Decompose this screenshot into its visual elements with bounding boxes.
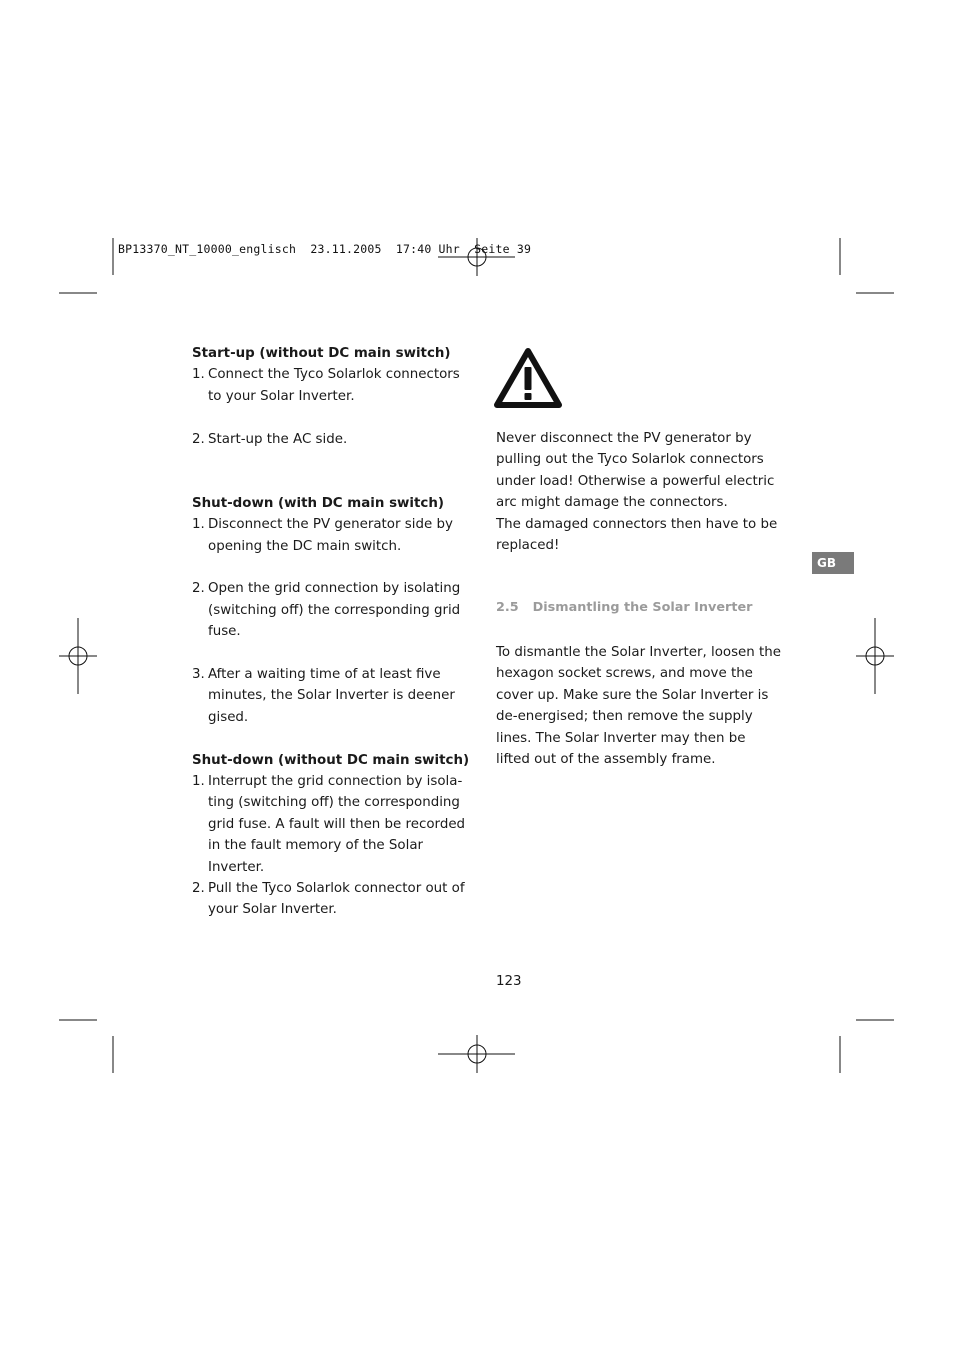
startup-steps — [192, 364, 472, 450]
language-badge: GB — [812, 552, 854, 574]
section-paragraph: To dismantle the Solar Inverter, loosen the hexagon socket screws, and move the cover up. Make sure the Solar Inverter is de-energised; then remove the supply lines. The Solar Inverter may then be lifted out of the assembly frame. — [496, 645, 782, 768]
list-item: 1. Connect the Tyco Solarlok connectors to your Solar Inverter. — [192, 367, 460, 404]
shutdown-nodc-steps — [192, 771, 472, 921]
left-column — [192, 343, 472, 921]
page-number: 123 — [496, 974, 522, 989]
list-item: 2. Start-up the AC side. — [192, 431, 348, 447]
warning-triangle-icon — [493, 347, 563, 411]
list-item: 2. Pull the Tyco Solarlok connector out of your Solar Inverter. — [192, 881, 465, 918]
section-heading — [496, 600, 752, 615]
print-slug-header: BP13370_NT_10000_englisch 23.11.2005 17:40 Uhr Seite 39 — [118, 242, 532, 256]
warning-note — [496, 428, 781, 556]
list-item: 2. Open the grid connection by isolating (switching off) the corresponding grid fuse. — [192, 581, 461, 640]
shutdown-dc-steps — [192, 514, 472, 728]
shutdown-nodc-heading: Shut-down (without DC main switch) — [192, 752, 470, 768]
list-item: 3. After a waiting time of at least five minutes, the Solar Inverter is deener gised. — [192, 667, 455, 725]
shutdown-dc-heading: Shut-down (with DC main switch) — [192, 495, 444, 511]
warning-text-2: The damaged connectors then have to be replaced! — [496, 516, 778, 554]
warning-text: Never disconnect the PV generator by pulling out the Tyco Solarlok connectors under load! Otherwise a powerful electric arc might damage the connectors. — [496, 431, 775, 511]
list-item: 1. Disconnect the PV generator side by opening the DC main switch. — [192, 517, 453, 554]
list-item: 1. Interrupt the grid connection by isola- ting (switching off) the corresponding grid fuse. A fault will then be recorded in the fault memory of the Solar Inverter. — [192, 774, 466, 875]
section-title: Dismantling the Solar Inverter — [532, 600, 753, 615]
section-body — [496, 642, 781, 770]
startup-heading: Start-up (without DC main switch) — [192, 346, 451, 361]
section-number: 2.5 — [496, 600, 519, 615]
